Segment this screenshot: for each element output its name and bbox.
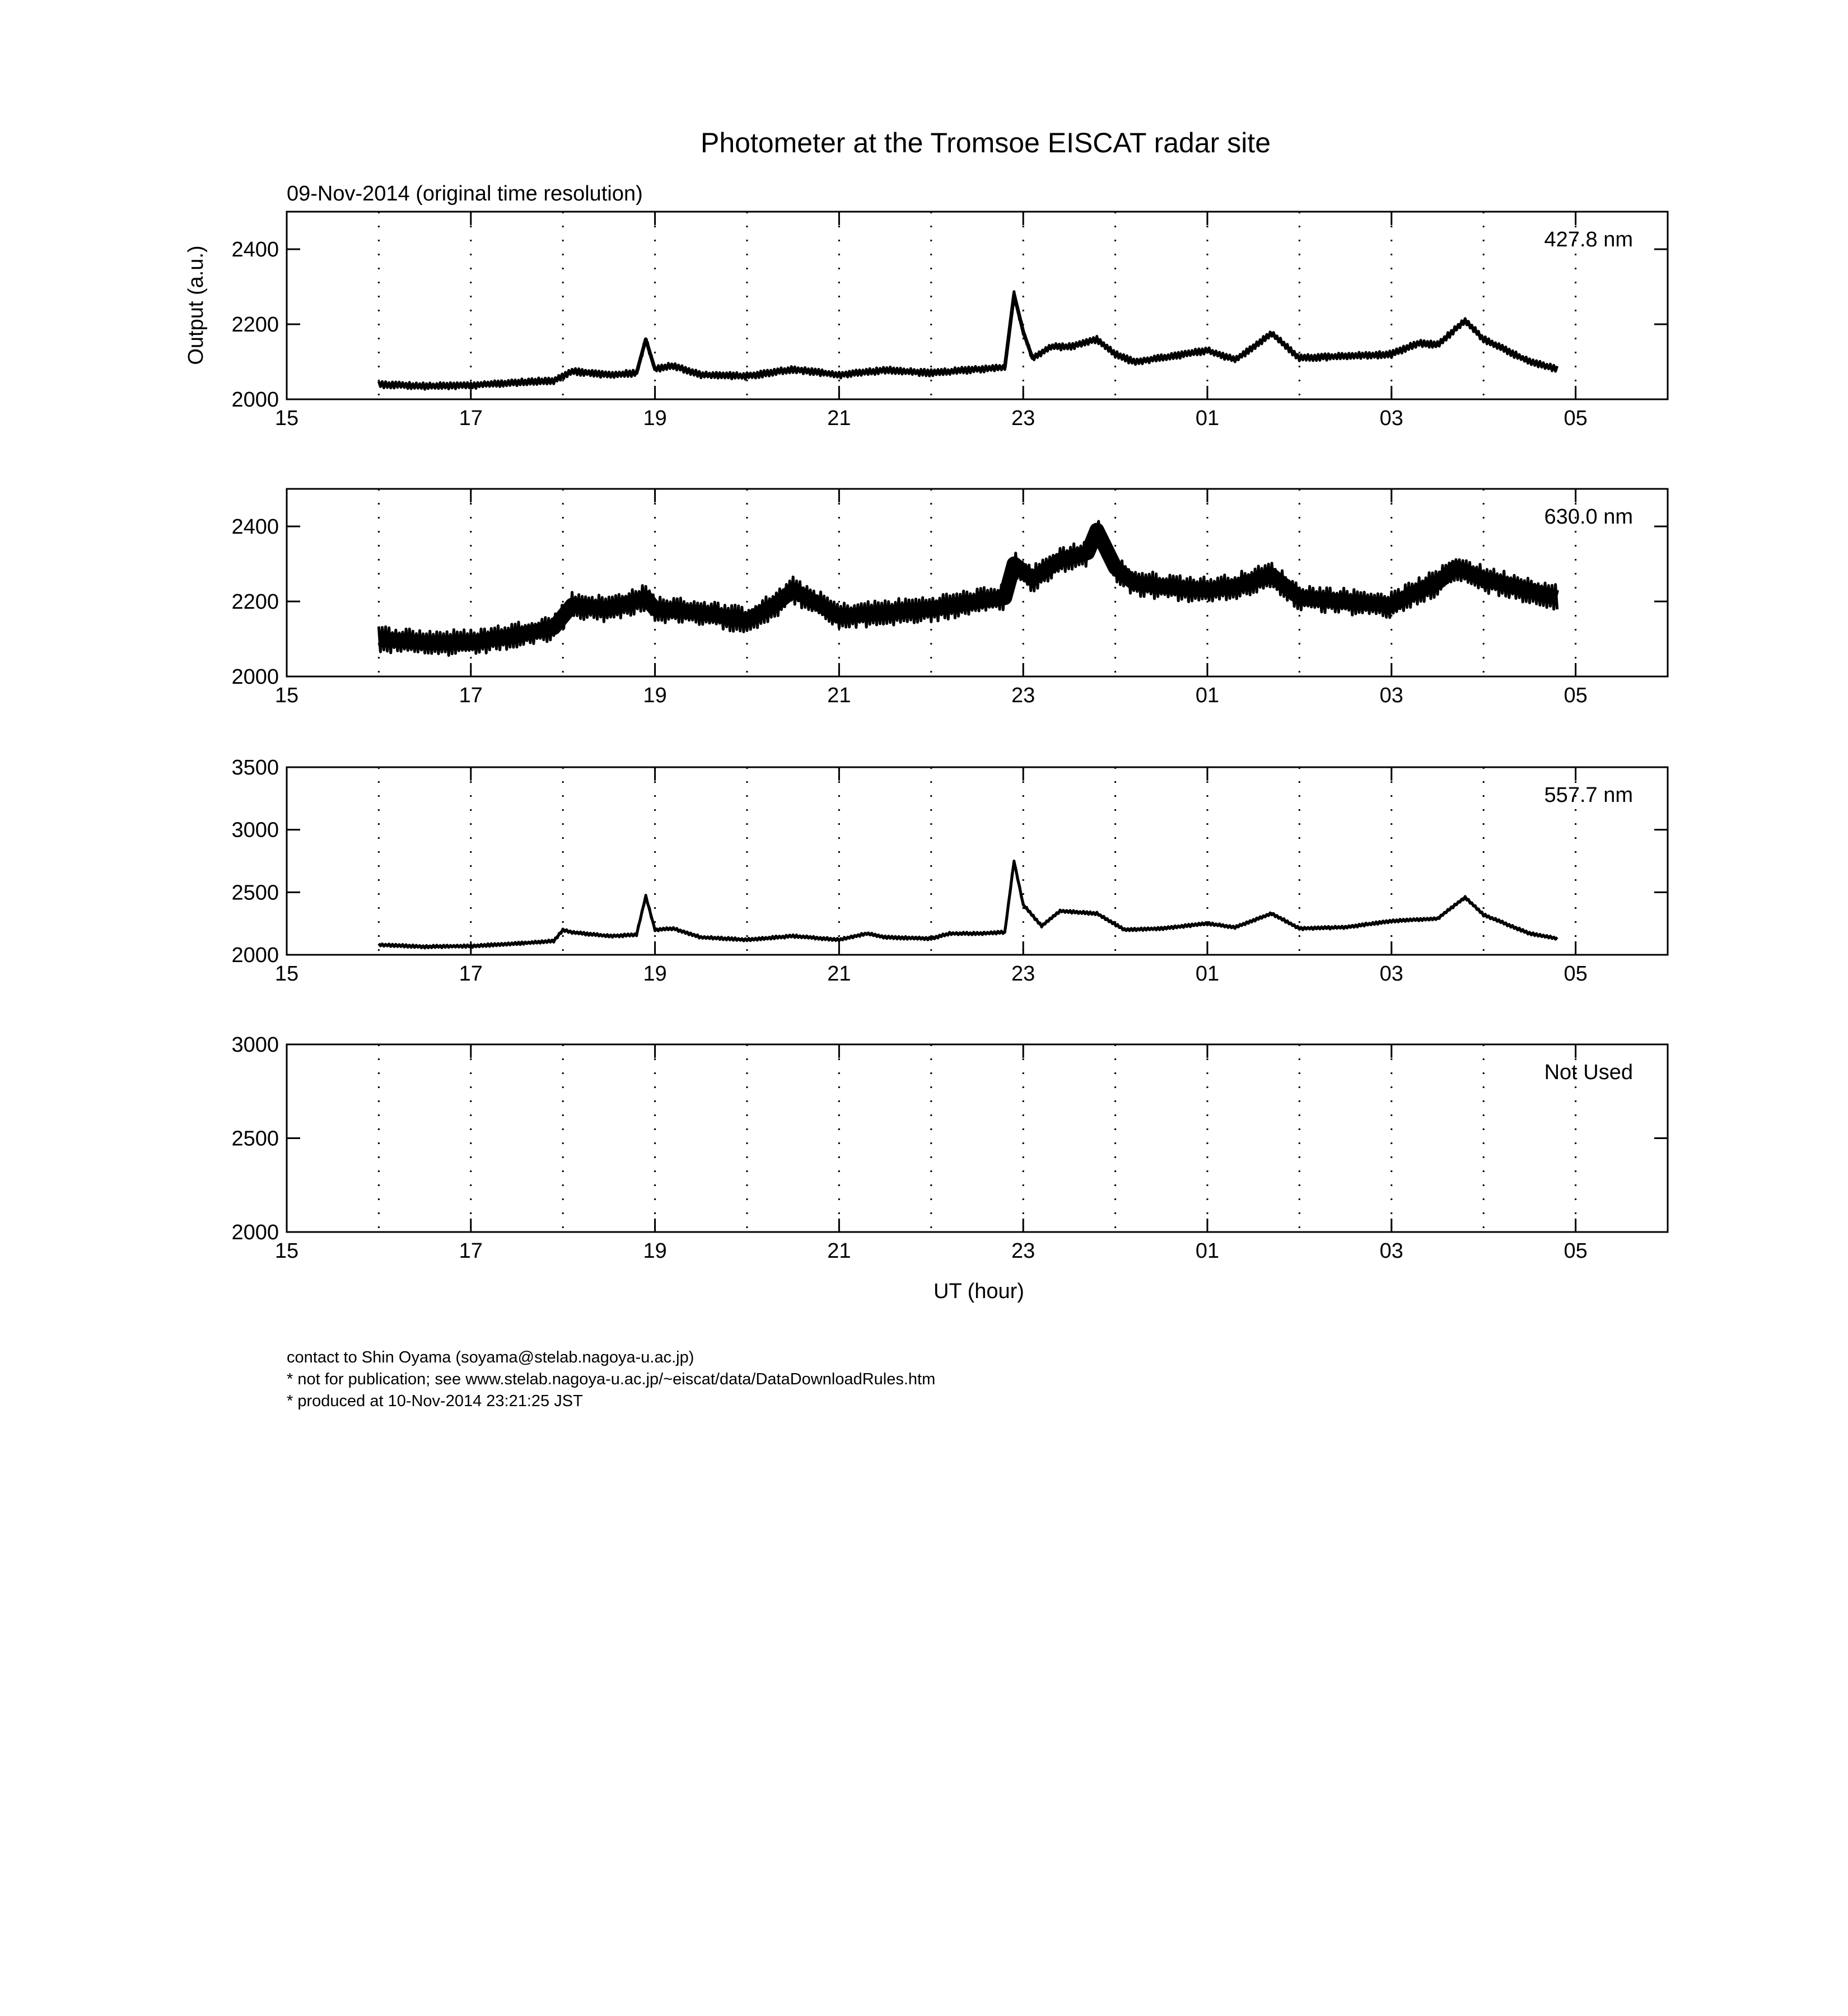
y-tick-label: 3500 <box>231 756 279 780</box>
series-name-label: Not Used <box>1544 1061 1633 1084</box>
x-tick-label: 19 <box>643 962 667 986</box>
x-tick-label: 05 <box>1564 1239 1588 1263</box>
x-tick-label: 03 <box>1379 684 1403 707</box>
x-tick-label: 15 <box>274 1239 299 1263</box>
series-name-label: 557.7 nm <box>1544 783 1633 807</box>
y-tick-label: 2500 <box>231 881 279 905</box>
series-core-2 <box>379 530 1557 643</box>
figure-title: Photometer at the Tromsoe EISCAT radar site <box>700 127 1271 158</box>
x-tick-label: 17 <box>459 407 483 430</box>
x-tick-label: 19 <box>643 1239 667 1263</box>
x-tick-label: 21 <box>827 962 851 986</box>
y-tick-label: 3000 <box>231 1033 279 1057</box>
y-tick-label: 2000 <box>231 665 279 689</box>
y-tick-label: 2200 <box>231 590 279 614</box>
panels <box>231 212 1668 1263</box>
x-tick-label: 23 <box>1011 684 1035 707</box>
y-tick-label: 2000 <box>231 1221 279 1244</box>
series-name-label: 427.8 nm <box>1544 228 1633 251</box>
x-tick-label: 23 <box>1011 962 1035 986</box>
x-tick-label: 23 <box>1011 407 1035 430</box>
axes-frame <box>287 489 1668 676</box>
panel-2 <box>231 489 1668 707</box>
series-trace-1 <box>379 292 1557 389</box>
x-tick-label: 05 <box>1564 962 1588 986</box>
x-tick-label: 17 <box>459 962 483 986</box>
y-tick-label: 2500 <box>231 1127 279 1151</box>
x-tick-label: 01 <box>1195 1239 1220 1263</box>
footer-rules-note: * not for publication; see www.stelab.nagoya-u.ac.jp/~eiscat/data/DataDownloadRules.htm <box>287 1370 936 1388</box>
x-tick-label: 23 <box>1011 1239 1035 1263</box>
x-tick-label: 17 <box>459 1239 483 1263</box>
x-tick-label: 01 <box>1195 684 1220 707</box>
x-tick-label: 19 <box>643 684 667 707</box>
x-axis-label: UT (hour) <box>934 1280 1024 1303</box>
y-tick-label: 2000 <box>231 388 279 412</box>
y-tick-label: 2000 <box>231 944 279 967</box>
x-tick-label: 21 <box>827 407 851 430</box>
footer-produced-note: * produced at 10-Nov-2014 23:21:25 JST <box>287 1392 583 1410</box>
x-tick-label: 15 <box>274 684 299 707</box>
series-core-3 <box>379 861 1557 947</box>
y-tick-label: 2400 <box>231 238 279 262</box>
x-tick-label: 21 <box>827 684 851 707</box>
panel-3 <box>231 756 1668 986</box>
panel-1 <box>231 212 1668 430</box>
y-tick-label: 3000 <box>231 818 279 842</box>
x-tick-label: 05 <box>1564 684 1588 707</box>
x-tick-label: 15 <box>274 962 299 986</box>
x-tick-label: 03 <box>1379 1239 1403 1263</box>
panel-4 <box>231 1033 1668 1263</box>
x-tick-label: 01 <box>1195 962 1220 986</box>
x-tick-label: 05 <box>1564 407 1588 430</box>
x-tick-label: 03 <box>1379 962 1403 986</box>
x-tick-label: 19 <box>643 407 667 430</box>
series-name-label: 630.0 nm <box>1544 505 1633 529</box>
footer-notes <box>287 1347 935 1412</box>
axes-frame <box>287 767 1668 955</box>
y-tick-label: 2400 <box>231 515 279 539</box>
x-tick-label: 21 <box>827 1239 851 1263</box>
series-trace-3 <box>379 862 1557 948</box>
y-tick-label: 2200 <box>231 313 279 337</box>
x-tick-label: 17 <box>459 684 483 707</box>
footer-contact: contact to Shin Oyama (soyama@stelab.nagoya-u.ac.jp) <box>287 1348 694 1366</box>
x-tick-label: 03 <box>1379 407 1403 430</box>
y-axis-label: Output (a.u.) <box>184 245 208 365</box>
x-tick-label: 15 <box>274 407 299 430</box>
figure-subtitle: 09-Nov-2014 (original time resolution) <box>287 182 643 206</box>
x-tick-label: 01 <box>1195 407 1220 430</box>
series-trace-2 <box>379 521 1557 655</box>
axes-frame <box>287 1044 1668 1232</box>
